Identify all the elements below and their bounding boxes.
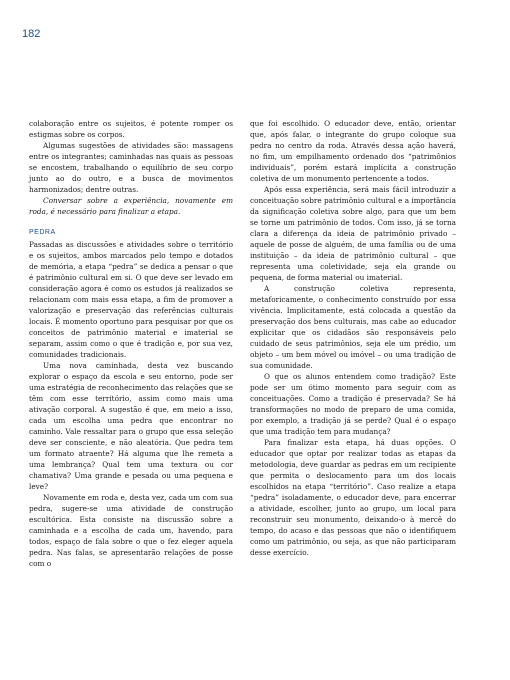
- paragraph: Novamente em roda e, desta vez, cada um com sua pedra, sugere-se uma atividade de construção escultórica. Esta consiste na discussão sobre a caminhada e a escolha de cada um, havendo, para todos, espaço de fala sobre o que o fez eleger aquela pedra. Nas falas, se apresentarão relações de posse com o: [29, 493, 233, 568]
- right-column: [250, 118, 456, 558]
- paragraph: colaboração entre os sujeitos, é potente romper os estigmas sobre os corpos.: [29, 119, 233, 139]
- paragraph: Uma nova caminhada, desta vez buscando explorar o espaço da escola e seu entorno, pode ser uma estratégia de reconhecimento das relações que se têm com esse território, assim como mais uma ativação corporal. A sugestão é que, em meio a isso, cada um escolha uma pedra que encontrar no caminho. Vale ressaltar para o grupo que essa seleção deve ser consciente, e não aleatória. Que pedra tem um formato atraente? Há alguma que lhe remeta a uma lembrança? Qual tem uma textura ou cor chamativa? Uma grande e pesada ou uma pequena e leve?: [29, 361, 233, 491]
- paragraph: Após essa experiência, será mais fácil introduzir a conceituação sobre patrimônio cultural e a importância da significação coletiva sobre algo, para que um bem se torne um patrimônio de todos. Com isso, já se torna clara a diferença da ideia de patrimônio privado – aquele de posse de alguém, de uma família ou de uma instituição – da ideia de patrimônio cultural – que representa uma coletividade, seja ela grande ou pequena, de forma material ou imaterial.: [250, 185, 456, 282]
- left-column: [29, 118, 233, 569]
- paragraph: que foi escolhido. O educador deve, então, orientar que, após falar, o integrante do grupo coloque sua pedra no centro da roda. Através dessa ação haverá, no fim, um empilhamento ordenado dos “patrimônios individuais”, porém estará implícita a construção coletiva de um monumento pertencente a todos.: [250, 119, 456, 183]
- paragraph: Conversar sobre a experiência, novamente em roda, é necessário para finalizar a etapa.: [29, 196, 233, 216]
- paragraph: O que os alunos entendem como tradição? Este pode ser um ótimo momento para seguir com as conceituações. Como a tradição é preservada? Se há transformações no modo de preparo de uma comida, por exemplo, a tradição já se perde? Qual é o espaço que uma tradição tem para mudança?: [250, 372, 456, 436]
- section-heading: PEDRA: [29, 229, 56, 236]
- paragraph: A construção coletiva representa, metaforicamente, o conhecimento construído por essa vivência. Implicitamente, está colocada a questão da preservação dos bens culturais, mas cabe ao educador explicitar que os cidadãos são responsáveis pelo cuidado de seus patrimônios, seja ele um prédio, um objeto – um bem móvel ou imóvel – ou uma tradição de sua comunidade.: [250, 284, 456, 370]
- paragraph: Passadas as discussões e atividades sobre o território e os sujeitos, ambos marcados pelo tempo e dotados de memória, a etapa “pedra” se dedica a pensar o que é patrimônio cultural em si. O que deve ser levado em consideração agora é como os estudos já realizados se relacionam com mais essa etapa, a fim de promover a valorização e preservação das referências culturais locais. É momento oportuno para pesquisar por que os conceitos de patrimônio material e imaterial se separam, assim como o que é tradição e, por sua vez, comunidades tradicionais.: [29, 240, 233, 359]
- page-number: 182: [22, 28, 41, 40]
- paragraph: Para finalizar esta etapa, há duas opções. O educador que optar por realizar todas as etapas da metodologia, deve guardar as pedras em um recipiente que permita o deslocamento para um dos locais escolhidos na etapa “território”. Caso realize a etapa “pedra” isoladamente, o educador deve, para encerrar a atividade, escolher, junto ao grupo, um local para reconstruir seu monumento, deixando-o à mercê do tempo, do acaso e das pessoas que não o identifiquem como um patrimônio, ou seja, as que não participaram desse exercício.: [250, 438, 456, 557]
- paragraph: Algumas sugestões de atividades são: massagens entre os integrantes; caminhadas nas quais as pessoas se encostem, trabalhando o equilíbrio de seu corpo junto ao do outro, e a busca de movimentos harmonizados; dentre outras.: [29, 141, 233, 194]
